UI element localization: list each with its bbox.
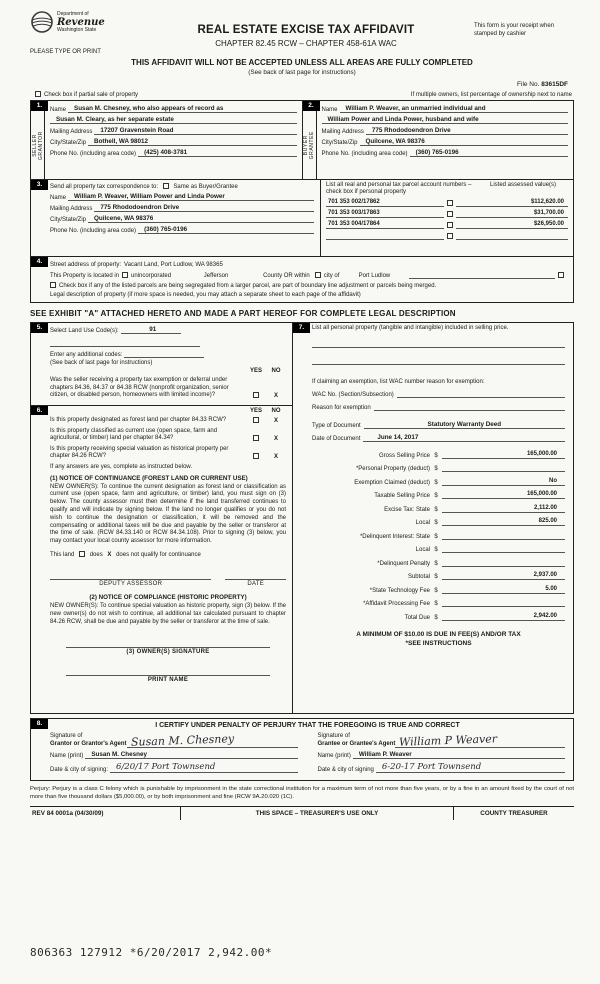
partial-sale-label: Check box if partial sale of property (44, 92, 139, 99)
print-name-label: PRINT NAME (147, 676, 189, 683)
designation-section (31, 406, 292, 714)
certify-line: I CERTIFY UNDER PENALTY OF PERJURY THAT THE FOREGOING IS TRUE AND CORRECT (155, 722, 460, 730)
money-row (312, 505, 565, 513)
delinquent-interest-local-label: Local (415, 547, 430, 554)
total-due-value[interactable]: 2,942.00 (442, 613, 565, 621)
seller-name-value-2[interactable]: Susan M. Cleary, as her separate estate (50, 116, 297, 124)
money-row (312, 559, 565, 567)
affidavit-processing-fee-value[interactable] (442, 599, 565, 607)
dollar-sign: $ (434, 479, 438, 486)
receipt-note: This form is your receipt when stamped by cashier (474, 23, 555, 38)
multiple-owners-label: If multiple owners, list percentage of ownership next to name (410, 91, 572, 98)
parcel-row (326, 210, 568, 218)
dollar-sign: $ (434, 466, 438, 473)
buyer-side-label: BUYER (303, 134, 309, 156)
grantee-date-label: Date & city of signing (317, 767, 374, 774)
deferral-no-answer[interactable]: X (273, 392, 278, 399)
personal-property-checkbox[interactable] (447, 200, 453, 206)
dollar-sign: $ (434, 601, 438, 608)
type-of-document-label: Type of Document (312, 422, 361, 429)
revenue-logo (30, 10, 138, 39)
excise-tax-state-value[interactable]: 2,112.00 (442, 505, 565, 513)
parcel-number[interactable]: 701 353 002/17862 (326, 199, 444, 207)
personal-property-deduct-value[interactable] (442, 464, 565, 472)
buyer-phone-label: Phone No. (including area code) (321, 151, 408, 158)
grantee-name-print-label: Name (print) (317, 753, 351, 760)
revenue-logo-icon (30, 10, 54, 39)
header (30, 10, 574, 55)
left-column (31, 323, 293, 713)
buyer-name-value-2[interactable]: William Power and Linda Power, husband and wife (322, 116, 569, 124)
seller-name-value-1[interactable]: Susan M. Chesney, who also appears of record as (68, 105, 296, 113)
chapter-line: CHAPTER 82.45 RCW – CHAPTER 458-61A WAC (215, 39, 397, 48)
deferral-yes-checkbox[interactable] (253, 392, 259, 398)
no-header: NO (271, 368, 281, 375)
buyer-city-value[interactable]: Quilcene, WA 98376 (360, 138, 568, 146)
date-of-document-value[interactable]: June 14, 2017 (363, 434, 565, 442)
if-yes-note: If any answers are yes, complete as instructed below. (50, 463, 193, 470)
header-center (138, 10, 474, 55)
see-back-note: (See back of last page for instructions) (50, 360, 153, 367)
grantee-date-field[interactable] (376, 762, 565, 773)
no-header: NO (271, 407, 281, 414)
parcel-number[interactable] (326, 232, 444, 240)
grantee-signature-block (318, 733, 566, 773)
additional-codes-label: Enter any additional codes: (50, 352, 123, 359)
seller-mailing-label: Mailing Address (50, 129, 93, 136)
buyer-phone-value[interactable]: (360) 765-0196 (410, 149, 568, 157)
city-of-label: city of (323, 273, 340, 280)
deferral-question-row (50, 377, 286, 400)
this-land-prefix: This land (50, 552, 75, 559)
street-address-value[interactable]: Vacant Land, Port Ludlow, WA 98365 (124, 262, 223, 269)
historic-no-answer[interactable]: X (273, 453, 278, 460)
dollar-sign: $ (434, 587, 438, 594)
money-row (312, 491, 565, 499)
dollar-sign: $ (434, 574, 438, 581)
same-as-buyer-label: Same as Buyer/Grantee (173, 184, 238, 191)
parties-section (30, 100, 574, 180)
section-4-badge: 4. (31, 257, 48, 267)
affidavit-processing-fee-label: *Affidavit Processing Fee (363, 601, 430, 608)
dollar-sign: $ (434, 520, 438, 527)
personal-property-line-1[interactable] (312, 340, 565, 348)
dollar-sign: $ (434, 560, 438, 567)
personal-property-checkbox[interactable] (447, 211, 453, 217)
reason-value-line[interactable] (374, 403, 565, 411)
grantee-name-print-value[interactable]: William P. Weaver (353, 751, 565, 759)
exemption-claimed-label: Exemption Claimed (deduct) (354, 479, 430, 486)
file-number (30, 81, 574, 88)
land-use-label: Select Land Use Code(s): (50, 328, 119, 335)
parcel-table (321, 180, 573, 256)
footer-strip (30, 806, 574, 820)
corr-city-label: City/State/Zip (50, 217, 87, 224)
seller-section (31, 101, 302, 179)
seller-mailing-value[interactable]: 17207 Gravenstein Road (94, 127, 296, 135)
personal-property-line-2[interactable] (312, 357, 565, 365)
segregated-label: Check box if any of the listed parcels are being segregated from a larger parcel, are part of boundary line adjustment or parcels being merged. (59, 283, 437, 290)
does-not-x[interactable]: X (107, 552, 112, 559)
buyer-city-label: City/State/Zip (321, 140, 358, 147)
historic-question: Is this property receiving special valuation as historical property per chapter 84.26 RCW? (50, 445, 229, 460)
exemption-label: If claiming an exemption, list WAC number reason for exemption: (312, 378, 485, 385)
assessed-values-label: Listed assessed value(s) (490, 182, 557, 189)
grantor-signature-block (50, 733, 298, 773)
current-use-question-row (50, 428, 286, 443)
unincorporated-checkbox[interactable] (122, 272, 128, 278)
partial-sale-checkbox[interactable] (35, 91, 41, 97)
deferral-question: Was the seller receiving a property tax exemption or deferral under chapters 84.36, 84.37 or 84.38 RCW (nonprofit organization, senior citizen, or disabled person, homeowners with limited income)? (50, 377, 229, 399)
gross-selling-price-label: Gross Selling Price (378, 452, 430, 459)
land-use-section (31, 323, 292, 406)
corr-name-value[interactable]: William P. Weaver, William Power and Linda Power (68, 193, 314, 201)
buyer-mailing-label: Mailing Address (321, 129, 364, 136)
personal-property-deduct-label: *Personal Property (deduct) (355, 466, 430, 473)
header-left (30, 10, 138, 55)
continuance-text: NEW OWNER(S): To continue the current designation as forest land or classification as current use (open space, farm and agriculture, or timber) land, you must sign on (3) below. The county assessor must then determine if the land transferred continues to qualify and will indicate by signing below. If the land no longer qualifies or you do not wish to continue the designation or classification, it will be removed and the compensating or additional taxes will be due and payable by the seller or transferor at the time of sale. (RCW 84.33.140 or RCW 84.34.108). Prior to signing (3) below, you may contact your local county assessor for more information. (50, 483, 286, 545)
total-due-label: Total Due (404, 614, 430, 621)
money-row (312, 545, 565, 553)
money-row (312, 518, 565, 526)
correspondence-section (30, 180, 574, 257)
cashier-stamp: 806363 127912 *6/20/2017 2,942.00* (30, 946, 273, 959)
county-treasurer-label: COUNTY TREASURER (480, 810, 548, 818)
buyer-name-value-1[interactable]: William P. Weaver, an unmarried individual and (340, 105, 568, 113)
county-or-label: County OR within (263, 273, 310, 280)
money-row (312, 532, 565, 540)
owners-signature-line[interactable] (66, 640, 270, 648)
section-8-badge: 8. (31, 719, 48, 729)
dept-line1: Department of (57, 11, 89, 17)
assessed-value[interactable]: $31,700.00 (456, 210, 568, 218)
grantee-side-label: GRANTEE (309, 130, 315, 160)
grantor-signature[interactable]: Susan M. Chesney (130, 732, 234, 749)
taxable-selling-price-label: Taxable Selling Price (374, 493, 430, 500)
correspondence-left (31, 180, 321, 256)
yes-header: YES (249, 368, 262, 375)
section-6-badge: 6. (31, 406, 48, 416)
deputy-assessor-signature-line[interactable] (50, 572, 211, 580)
segregated-checkbox[interactable] (50, 282, 56, 288)
subtotal-label: Subtotal (407, 574, 430, 581)
gross-selling-price-value[interactable]: 165,000.00 (442, 451, 565, 459)
city-of-extra-line (409, 271, 555, 279)
money-row (312, 586, 565, 594)
warning-line: THIS AFFIDAVIT WILL NOT BE ACCEPTED UNLESS ALL AREAS ARE FULLY COMPLETED (131, 58, 473, 67)
subtotal-value[interactable]: 2,937.00 (442, 572, 565, 580)
delinquent-penalty-value[interactable] (442, 559, 565, 567)
see-back-line: (See back of last page for instructions) (248, 69, 356, 76)
unincorporated-label: unincorporated (131, 273, 172, 280)
delinquent-interest-state-label: *Delinquent Interest: State (359, 533, 430, 540)
assessed-value[interactable] (456, 232, 568, 240)
dept-name: Revenue (57, 16, 105, 28)
grantor-name-print-label: Name (print) (50, 753, 84, 760)
forest-land-question-row (50, 417, 286, 425)
date-of-document-label: Date of Document (312, 435, 361, 442)
corr-mailing-value[interactable]: 775 Rhododoendron Drive (94, 204, 314, 212)
section-7-badge: 7. (293, 323, 310, 333)
minimum-fee-note: A MINIMUM OF $10.00 IS DUE IN FEE(S) AND/OR TAX (356, 630, 521, 638)
historic-question-row (50, 446, 286, 461)
grantee-date-value: 6-20-17 Port Townsend (381, 762, 482, 773)
county-value[interactable]: Jefferson (203, 273, 229, 280)
grantee-sig-label-1: Signature of (317, 733, 350, 740)
parcel-row (326, 232, 568, 240)
middle-sections (30, 322, 574, 714)
corr-name-label: Name (50, 195, 67, 202)
excise-tax-state-label: Excise Tax: State (384, 506, 430, 513)
seller-city-value[interactable]: Bothell, WA 98012 (88, 138, 296, 146)
grantor-date-label: Date & city of signing: (50, 767, 109, 774)
perjury-text: Perjury: Perjury is a class C felony which is punishable by imprisonment in the state correctional institution for a maximum term of not more than five years, or by a fine in an amount fixed by the court of not more than five thousand dollars ($5,000.00), or by both imprisonment and fine (RCW 9A.20.020 (1C). (30, 786, 574, 801)
assessed-value[interactable]: $26,950.00 (456, 221, 568, 229)
buyer-name-label: Name (321, 107, 338, 114)
corr-phone-label: Phone No. (including area code) (50, 228, 137, 235)
street-address-label: Street address of property: (50, 262, 122, 269)
seller-phone-label: Phone No. (including area code) (50, 151, 137, 158)
city-of-value[interactable]: Port Ludlow (358, 273, 391, 280)
treasurer-space-label: THIS SPACE – TREASURER'S USE ONLY (180, 807, 454, 820)
rev-form-number: REV 84 0001a (04/30/09) (32, 810, 104, 818)
deputy-assessor-label: DEPUTY ASSESSOR (99, 581, 163, 588)
grantor-sig-label-1: Signature of (50, 733, 83, 740)
dept-sub: Washington State (57, 26, 97, 33)
compliance-title: (2) NOTICE OF COMPLIANCE (HISTORIC PROPERTY) (89, 594, 247, 602)
corr-city-value[interactable]: Quilcene, WA 98376 (88, 215, 314, 223)
dollar-sign: $ (434, 452, 438, 459)
does-checkbox[interactable] (79, 551, 85, 557)
money-row (312, 613, 565, 621)
located-prefix: This Property is located in (50, 273, 120, 280)
parcel-number[interactable]: 701 353 003/17863 (326, 210, 444, 218)
compliance-text: NEW OWNER(S): To continue special valuation as historic property, sign (3) below. If the new owner(s) do not wish to continue, all additional tax calculated pursuant to chapter 84.26 RCW, shall be due and payable by the seller or transferor at the time of sale. (50, 603, 286, 625)
money-row (312, 478, 565, 486)
corr-mailing-label: Mailing Address (50, 206, 93, 213)
exemption-claimed-value[interactable]: No (442, 478, 565, 486)
historic-yes-checkbox[interactable] (253, 453, 259, 459)
seller-phone-value[interactable]: (425) 408-3781 (138, 149, 296, 157)
forest-yes-checkbox[interactable] (253, 417, 259, 423)
current-use-yes-checkbox[interactable] (253, 435, 259, 441)
section-3-badge: 3. (31, 180, 48, 190)
state-technology-fee-label: *State Technology Fee (369, 587, 430, 594)
parcel-list-label: List all real and personal tax parcel account numbers – check box if personal property (326, 182, 472, 196)
does-not-label: does not qualify for continuance (116, 552, 201, 559)
send-correspondence-label: Send all property tax correspondence to: (50, 184, 159, 191)
this-land-line (50, 551, 286, 558)
personal-property-checkbox[interactable] (447, 233, 453, 239)
file-no-label: File No. (517, 81, 540, 88)
grantor-date-value: 6/20/17 Port Townsend (116, 762, 216, 773)
additional-codes-value[interactable] (124, 350, 204, 358)
parcel-row (326, 199, 568, 207)
buyer-section (302, 101, 574, 179)
certification-section (30, 718, 574, 781)
money-row (312, 599, 565, 607)
excise-tax-local-value[interactable]: 825.00 (442, 518, 565, 526)
money-row (312, 464, 565, 472)
section-2-badge: 2. (303, 101, 320, 111)
forest-land-question: Is this property designated as forest land per chapter 84.33 RCW? (50, 416, 227, 423)
land-use-code-value[interactable]: 91 (121, 326, 181, 334)
forest-no-answer[interactable]: X (273, 417, 278, 424)
deputy-date-line[interactable] (225, 572, 286, 580)
current-use-question: Is this property classified as current use (open space, farm and agricultural, or timber) land per chapter 84.34? (50, 427, 218, 442)
form-title: REAL ESTATE EXCISE TAX AFFIDAVIT (197, 24, 415, 36)
type-of-document-value[interactable]: Statutory Warranty Deed (364, 421, 565, 429)
continuance-title: (1) NOTICE OF CONTINUANCE (FOREST LAND OR CURRENT USE) (50, 474, 248, 482)
assessed-value[interactable]: $112,620.00 (456, 199, 568, 207)
seller-name-label: Name (50, 107, 67, 114)
yes-header: YES (249, 407, 262, 414)
dollar-sign: $ (434, 533, 438, 540)
money-row (312, 572, 565, 580)
trailing-checkbox[interactable] (558, 272, 564, 278)
dollar-sign: $ (434, 614, 438, 621)
tax-computation-section (293, 323, 573, 713)
dollar-sign: $ (434, 493, 438, 500)
type-or-print-label: PLEASE TYPE OR PRINT (30, 49, 101, 55)
owners-signature-label: (3) OWNER(S) SIGNATURE (126, 648, 210, 655)
grantor-name-print-value[interactable]: Susan M. Chesney (85, 751, 297, 759)
dollar-sign: $ (434, 547, 438, 554)
partial-sale-row (30, 91, 574, 98)
section-5-badge: 5. (31, 323, 48, 333)
delinquent-interest-local-value[interactable] (442, 545, 565, 553)
additional-codes-line-1[interactable] (50, 339, 200, 347)
grantee-signature[interactable]: William P Weaver (399, 732, 498, 749)
print-name-line[interactable] (66, 668, 270, 676)
see-instructions-note: *SEE INSTRUCTIONS (405, 639, 472, 647)
money-row (312, 451, 565, 459)
grantor-date-field[interactable] (110, 762, 297, 773)
corr-phone-value[interactable]: (360) 765-0196 (138, 226, 314, 234)
seller-side-label: SELLER (31, 133, 38, 157)
delinquent-penalty-label: *Delinquent Penalty (377, 560, 430, 567)
taxable-selling-price-value[interactable]: 165,000.00 (442, 491, 565, 499)
reason-label: Reason for exemption (312, 404, 371, 411)
current-use-no-answer[interactable]: X (273, 435, 278, 442)
city-checkbox[interactable] (315, 272, 321, 278)
same-as-buyer-checkbox[interactable] (163, 183, 169, 189)
located-in-line (50, 271, 567, 279)
buyer-mailing-value[interactable]: 775 Rhododoendron Drive (366, 127, 568, 135)
wac-label: WAC No. (Section/Subsection) (312, 391, 394, 398)
dollar-sign: $ (434, 506, 438, 513)
personal-property-label: List all personal property (tangible and intangible) included in selling price. (312, 325, 509, 332)
section-1-badge: 1. (31, 101, 48, 111)
seller-city-label: City/State/Zip (50, 140, 87, 147)
wac-value-line[interactable] (397, 390, 565, 398)
excise-tax-local-label: Local (415, 520, 430, 527)
property-section (30, 257, 574, 303)
legal-description-label: Legal description of property (if more space is needed, you may attach a separate sheet to each page of the affidavit) (50, 292, 361, 299)
file-no-value: 83615DF (541, 81, 568, 88)
parcel-number[interactable]: 701 353 004/17864 (326, 221, 444, 229)
grantee-sig-label-2: Grantee or Grantee's Agent (317, 740, 396, 747)
does-label: does (89, 552, 103, 559)
grantor-sig-label-2: Grantor or Grantor's Agent (50, 740, 127, 747)
state-technology-fee-value[interactable]: 5.00 (442, 586, 565, 594)
parcel-row (326, 221, 568, 229)
date-label: DATE (247, 581, 265, 588)
exhibit-line: SEE EXHIBIT "A" ATTACHED HERETO AND MADE A PART HEREOF FOR COMPLETE LEGAL DESCRIPTION (30, 309, 456, 319)
personal-property-checkbox[interactable] (447, 222, 453, 228)
grantor-side-label: GRANTOR (37, 130, 44, 160)
delinquent-interest-state-value[interactable] (442, 532, 565, 540)
